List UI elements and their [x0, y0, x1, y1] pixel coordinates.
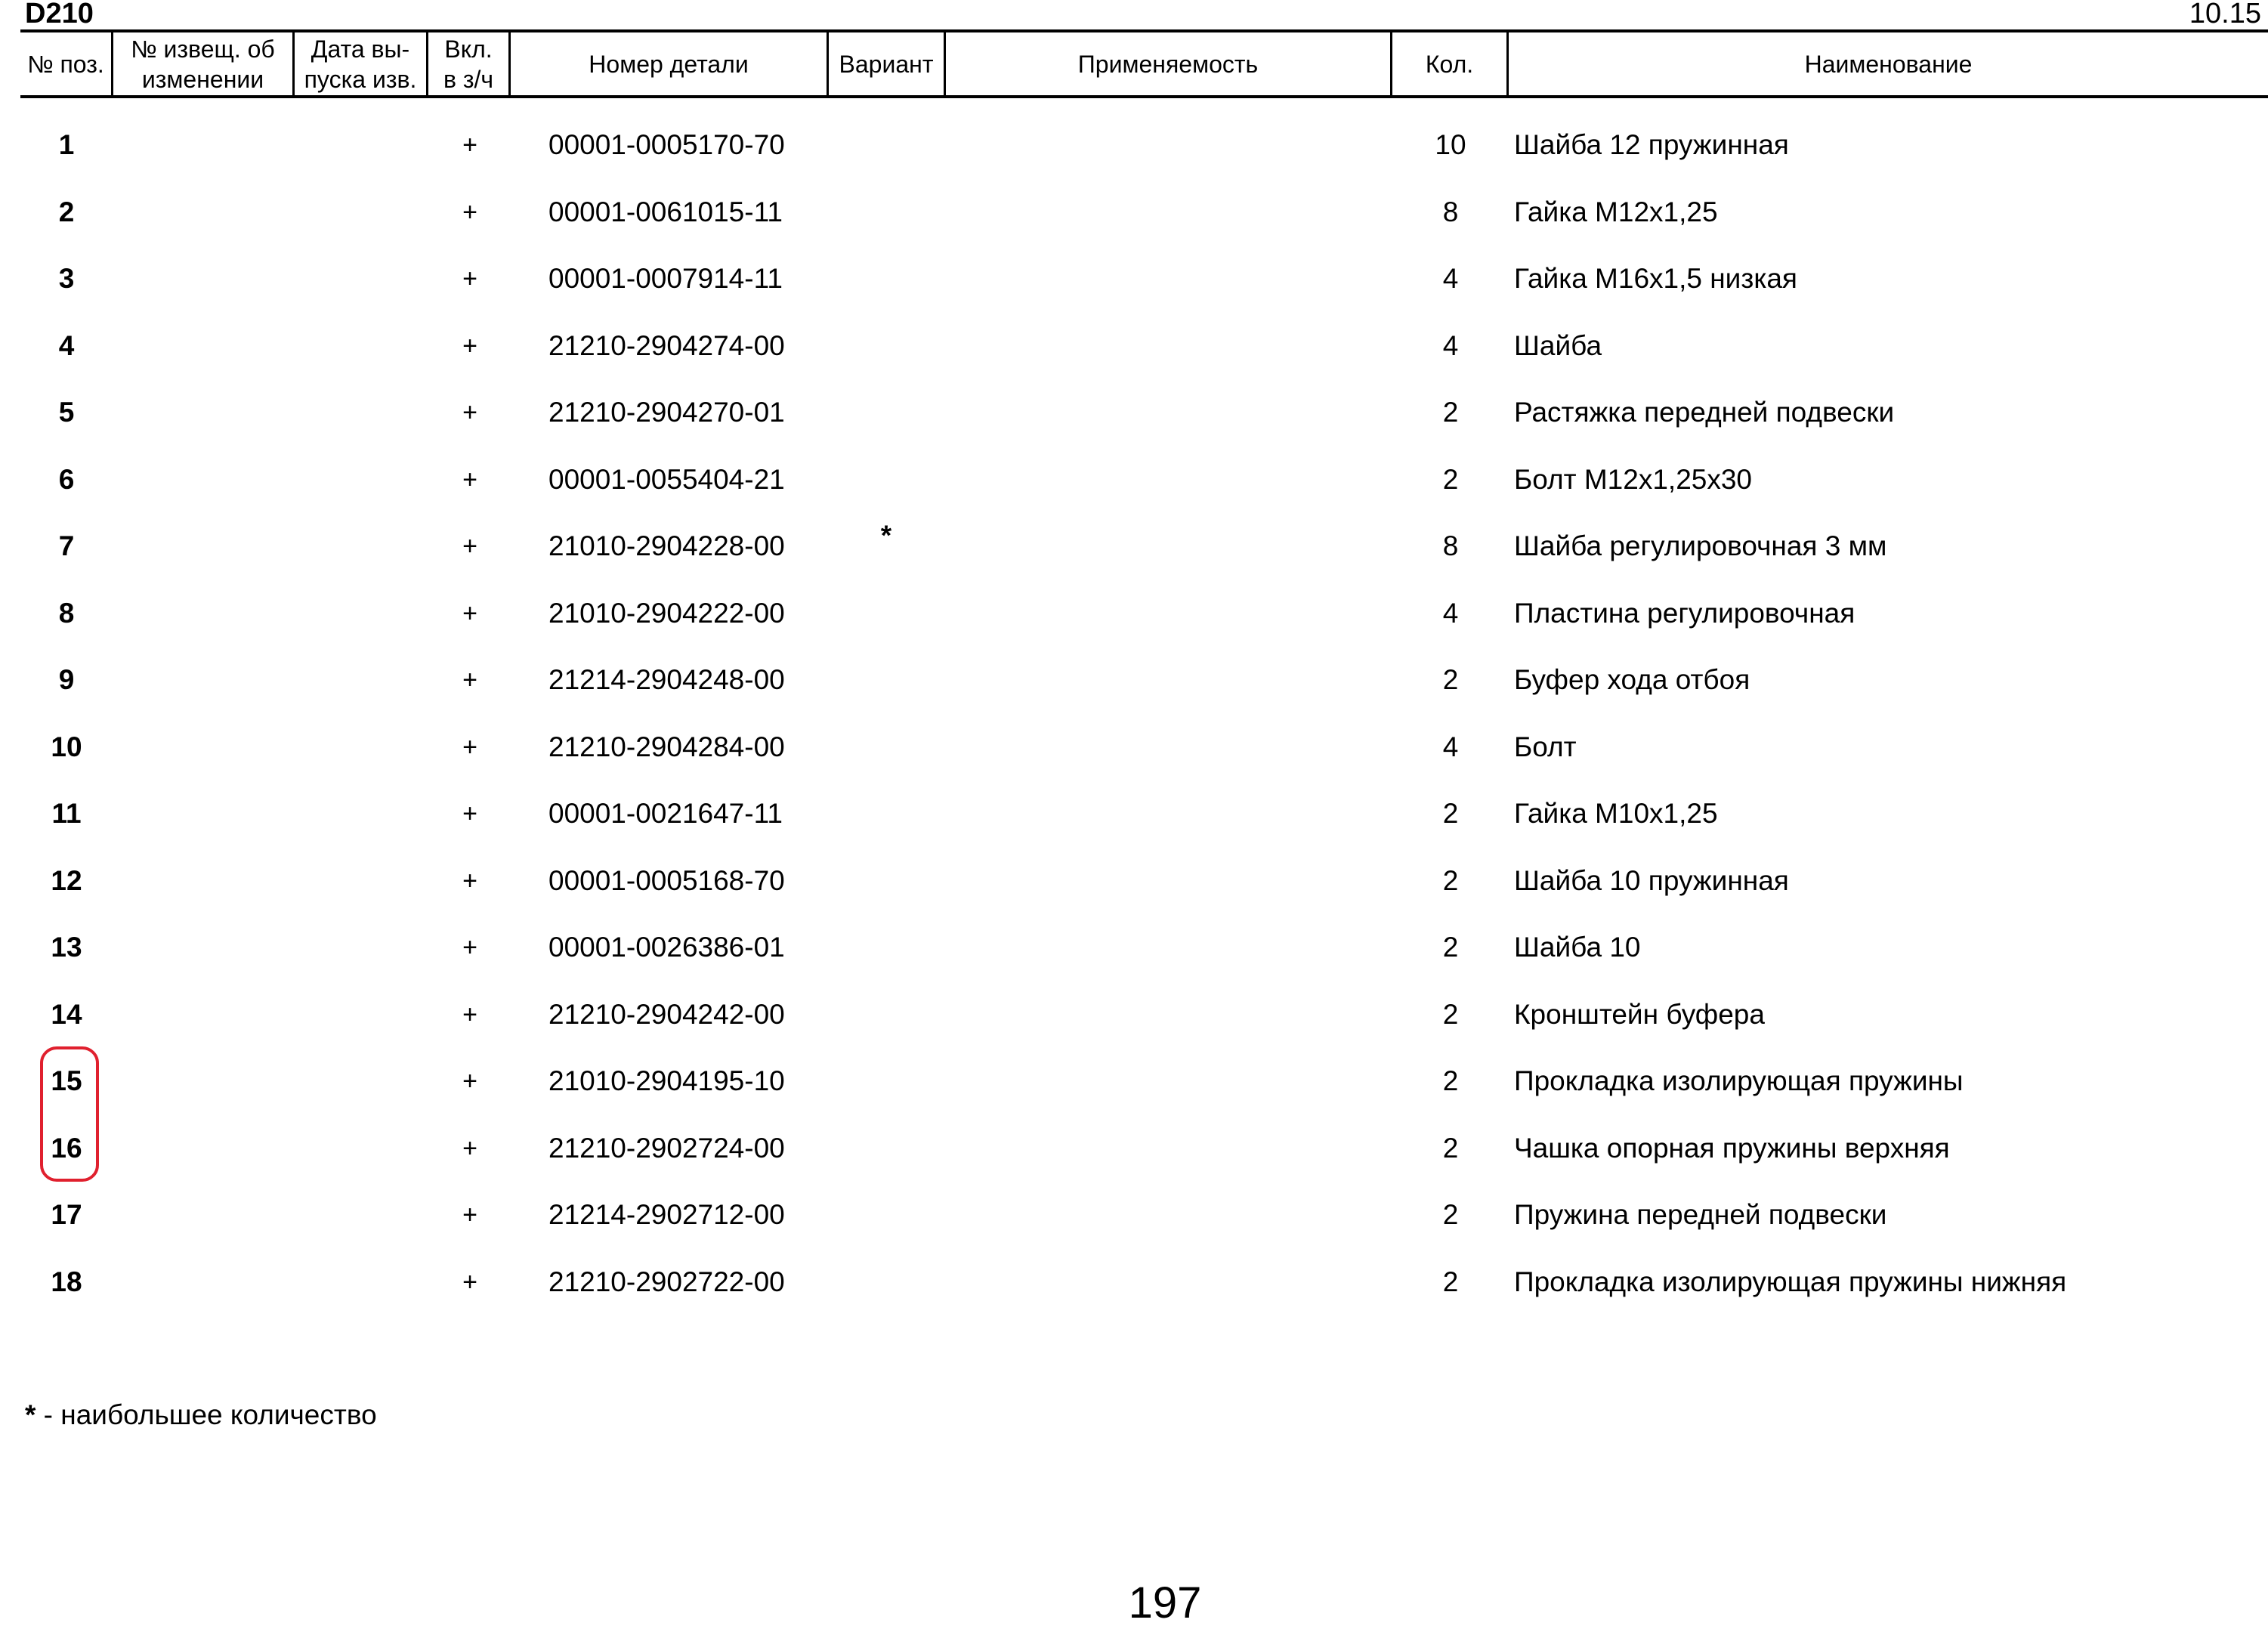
column-header-label: № поз.: [27, 50, 104, 78]
name-cell: Буфер хода отбоя: [1514, 664, 1750, 695]
column-header-applicability: [946, 32, 1390, 95]
quantity-cell: 4: [1442, 329, 1459, 361]
name-cell: Прокладка изолирующая пружины нижняя: [1514, 1266, 2067, 1297]
page-number: 197: [1128, 1578, 1202, 1627]
part-number-cell: 21214-2904248-00: [548, 664, 785, 695]
included-cell: +: [462, 197, 477, 227]
position-cell: 6: [58, 463, 75, 495]
name-cell: Шайба 12 пружинная: [1514, 129, 1789, 160]
table-row: [0, 1182, 2268, 1248]
quantity-cell: 10: [1435, 129, 1466, 160]
name-cell: Пластина регулировочная: [1514, 597, 1855, 629]
included-cell: +: [462, 465, 477, 494]
footnote-text: - наибольшее количество: [36, 1399, 377, 1430]
part-number-cell: 21210-2902724-00: [548, 1132, 785, 1164]
column-header-notice-no: [113, 32, 292, 95]
part-number-cell: 00001-0005168-70: [548, 864, 785, 896]
name-cell: Растяжка передней подвески: [1514, 397, 1895, 428]
part-number-cell: 21010-2904228-00: [548, 530, 785, 561]
included-cell: +: [462, 1067, 477, 1096]
name-cell: Гайка М12х1,25: [1514, 196, 1718, 227]
part-number-cell: 21010-2904195-10: [548, 1065, 785, 1096]
part-number-cell: 21210-2904284-00: [548, 731, 785, 762]
part-number-cell: 21210-2904270-01: [548, 397, 785, 428]
column-header-label: Вкл.: [444, 35, 493, 63]
variant-cell: [869, 780, 904, 847]
column-header-label: пуска изв.: [304, 65, 417, 93]
quantity-cell: 4: [1442, 731, 1459, 762]
position-cell: 16: [51, 1132, 82, 1164]
name-cell: Чашка опорная пружины верхняя: [1514, 1132, 1950, 1164]
variant-cell: *: [880, 520, 892, 551]
included-cell: +: [462, 1000, 477, 1029]
name-cell: Шайба регулировочная 3 мм: [1514, 530, 1887, 561]
table-row: [0, 780, 2268, 847]
position-cell: 5: [58, 397, 75, 428]
table-row: [0, 513, 2268, 580]
name-cell: Болт М12х1,25х30: [1514, 463, 1753, 495]
column-header-included: [428, 32, 508, 95]
table-row: [0, 179, 2268, 246]
name-cell: Гайка М10х1,25: [1514, 798, 1718, 829]
position-cell: 9: [58, 664, 75, 695]
quantity-cell: 8: [1442, 196, 1459, 227]
position-cell: 15: [51, 1065, 82, 1096]
quantity-cell: 2: [1442, 463, 1459, 495]
name-cell: Гайка М16х1,5 низкая: [1514, 263, 1797, 294]
quantity-cell: 2: [1442, 1199, 1459, 1230]
variant-cell: [869, 580, 904, 647]
name-cell: Шайба 10: [1514, 932, 1641, 963]
variant-cell: [869, 379, 904, 446]
name-cell: Шайба 10 пружинная: [1514, 864, 1789, 896]
part-number-cell: 21210-2904242-00: [548, 998, 785, 1030]
variant-cell: [869, 313, 904, 379]
table-row: [0, 1115, 2268, 1182]
table-row: [0, 313, 2268, 379]
quantity-cell: 2: [1442, 932, 1459, 963]
table-row: [0, 914, 2268, 981]
included-cell: +: [462, 598, 477, 628]
part-number-cell: 00001-0007914-11: [548, 263, 783, 294]
name-cell: Болт: [1514, 731, 1577, 762]
included-cell: +: [462, 732, 477, 762]
variant-cell: [869, 647, 904, 713]
included-cell: +: [462, 1133, 477, 1163]
included-cell: +: [462, 532, 477, 561]
part-number-cell: 21210-2904274-00: [548, 329, 785, 361]
column-header-label: Дата вы-: [311, 35, 410, 63]
variant-cell: [869, 1115, 904, 1182]
quantity-cell: 4: [1442, 597, 1459, 629]
table-row: [0, 981, 2268, 1048]
included-cell: +: [462, 131, 477, 159]
part-number-cell: 00001-0026386-01: [548, 932, 785, 963]
variant-cell: [869, 179, 904, 246]
part-number-cell: 21210-2902722-00: [548, 1266, 785, 1297]
quantity-cell: 2: [1442, 1266, 1459, 1297]
position-cell: 4: [58, 329, 75, 361]
position-cell: 17: [51, 1199, 82, 1230]
highlight-box: [40, 1046, 99, 1182]
column-header-label: Применяемость: [1077, 50, 1259, 78]
position-cell: 18: [51, 1266, 82, 1297]
table-row: [0, 112, 2268, 178]
position-cell: 8: [58, 597, 75, 629]
column-header-label: Вариант: [839, 50, 934, 78]
position-cell: 7: [58, 530, 75, 561]
quantity-cell: 2: [1442, 664, 1459, 695]
name-cell: Кронштейн буфера: [1514, 998, 1765, 1030]
included-cell: +: [462, 264, 477, 293]
variant-cell: [869, 246, 904, 312]
table-row: [0, 848, 2268, 914]
position-cell: 14: [51, 998, 82, 1030]
column-header-label: Кол.: [1425, 50, 1474, 78]
table-row: [0, 246, 2268, 312]
table-row: [0, 379, 2268, 446]
included-cell: +: [462, 1267, 477, 1297]
table-row: [0, 647, 2268, 713]
position-cell: 11: [51, 798, 82, 829]
position-cell: 2: [58, 196, 75, 227]
column-header-label: Наименование: [1804, 50, 1973, 78]
quantity-cell: 2: [1442, 1065, 1459, 1096]
column-header-variant: [829, 32, 944, 95]
table-row: [0, 580, 2268, 647]
quantity-cell: 8: [1442, 530, 1459, 561]
section-number: 10.15: [2189, 0, 2261, 29]
column-header-label: в з/ч: [443, 65, 494, 93]
variant-cell: [869, 848, 904, 914]
position-cell: 10: [51, 731, 82, 762]
variant-cell: [869, 112, 904, 178]
variant-cell: [869, 1249, 904, 1315]
included-cell: +: [462, 331, 477, 360]
part-number-cell: 00001-0005170-70: [548, 129, 785, 160]
quantity-cell: 2: [1442, 798, 1459, 829]
variant-cell: [869, 447, 904, 513]
variant-cell: [869, 714, 904, 780]
included-cell: +: [462, 933, 477, 962]
column-header-label: изменении: [141, 65, 264, 93]
included-cell: +: [462, 799, 477, 828]
included-cell: +: [462, 1201, 477, 1229]
variant-cell: [869, 1182, 904, 1248]
column-header-label: № извещ. об: [131, 35, 275, 63]
included-cell: +: [462, 866, 477, 895]
name-cell: Шайба: [1514, 329, 1602, 361]
quantity-cell: 2: [1442, 864, 1459, 896]
included-cell: +: [462, 398, 477, 427]
column-header-part-no: [511, 32, 827, 95]
quantity-cell: 2: [1442, 998, 1459, 1030]
column-header-notice-date: [295, 32, 426, 95]
footnote: [25, 1398, 377, 1433]
part-number-cell: 00001-0021647-11: [548, 798, 783, 829]
column-header-pos: [20, 32, 111, 95]
column-header-name: [1509, 32, 2268, 95]
part-number-cell: 00001-0061015-11: [548, 196, 783, 227]
column-header-qty: [1392, 32, 1506, 95]
position-cell: 12: [51, 864, 82, 896]
name-cell: Прокладка изолирующая пружины: [1514, 1065, 1964, 1096]
position-cell: 3: [58, 263, 75, 294]
quantity-cell: 2: [1442, 1132, 1459, 1164]
document-code: D210: [25, 0, 94, 29]
table-row: [0, 447, 2268, 513]
part-number-cell: 21214-2902712-00: [548, 1199, 785, 1230]
column-header-label: Номер детали: [589, 50, 749, 78]
included-cell: +: [462, 666, 477, 694]
name-cell: Пружина передней подвески: [1514, 1199, 1887, 1230]
footnote-mark: *: [25, 1399, 36, 1430]
position-cell: 1: [58, 129, 75, 160]
part-number-cell: 21010-2904222-00: [548, 597, 785, 629]
quantity-cell: 2: [1442, 397, 1459, 428]
table-row: [0, 1048, 2268, 1114]
variant-cell: [869, 981, 904, 1048]
table-header-rule: [20, 95, 2268, 98]
table-row: [0, 1249, 2268, 1315]
position-cell: 13: [51, 932, 82, 963]
variant-cell: [869, 914, 904, 981]
variant-cell: [869, 1048, 904, 1114]
quantity-cell: 4: [1442, 263, 1459, 294]
table-row: [0, 714, 2268, 780]
part-number-cell: 00001-0055404-21: [548, 463, 785, 495]
